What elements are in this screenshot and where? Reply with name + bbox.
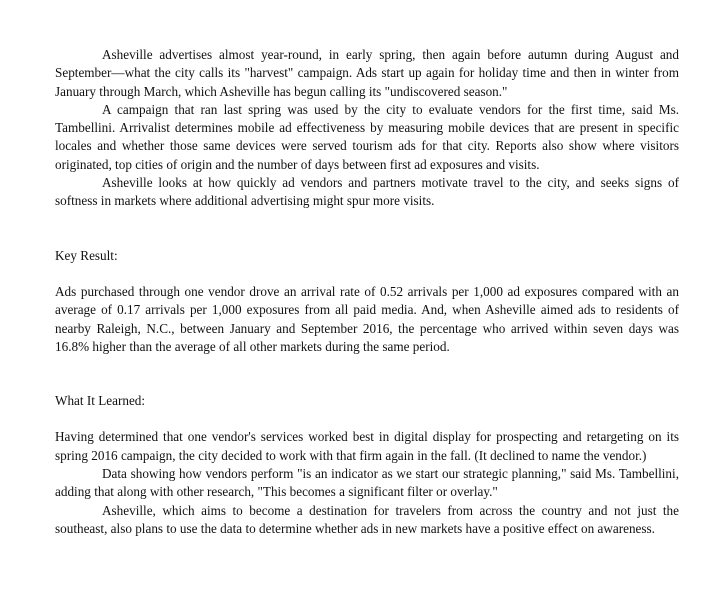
document-body bbox=[55, 46, 679, 538]
section-spacer bbox=[55, 211, 679, 247]
paragraph-harvest-campaign: Asheville advertises almost year-round, in early spring, then again before autumn during August and September—what the city calls its "harvest" campaign. Ads start up again for holiday time and then in winter from January through March, which Asheville has begun calling its "undiscovered season." bbox=[55, 47, 679, 99]
paragraph-travel-motivation: Asheville looks at how quickly ad vendors and partners motivate travel to the city, and seeks signs of softness in markets where additional advertising might spur more visits. bbox=[55, 175, 679, 209]
section-spacer bbox=[55, 410, 679, 428]
section-spacer bbox=[55, 265, 679, 283]
what-it-learned-heading: What It Learned: bbox=[55, 393, 146, 409]
key-result-paragraph: Ads purchased through one vendor drove an arrival rate of 0.52 arrivals per 1,000 ad exposures compared with an average of 0.17 arrivals per 1,000 exposures from all paid media. And, when Asheville aimed ads to residents of nearby Raleigh, N.C., between January and September 2016, the percentage who arrived within seven days was 16.8% higher than the average of all other markets during the same period. bbox=[55, 283, 679, 354]
section-spacer bbox=[55, 356, 679, 392]
paragraph-vendor-evaluation: A campaign that ran last spring was used by the city to evaluate vendors for the first time, said Ms. Tambellini. Arrivalist determines mobile ad effectiveness by measuring mobile devices that are present in specific locales and whether those same devices were served tourism ads for that city. Reports also show where visitors originated, top cities of origin and the number of days between first ad exposures and visits. bbox=[55, 101, 679, 172]
paragraph-new-markets: Asheville, which aims to become a destination for travelers from across the country and not just the southeast, also plans to use the data to determine whether ads in new markets have a positive effect on awareness. bbox=[55, 502, 679, 536]
paragraph-vendor-choice: Having determined that one vendor's services worked best in digital display for prospecting and retargeting on its spring 2016 campaign, the city decided to work with that firm again in the fall. (It declined to name the vendor.) bbox=[55, 429, 679, 463]
key-result-heading: Key Result: bbox=[55, 247, 118, 263]
paragraph-strategic-planning: Data showing how vendors perform "is an indicator as we start our strategic planning," said Ms. Tambellini, adding that along with other research, "This becomes a significant filter or overlay." bbox=[55, 466, 679, 500]
